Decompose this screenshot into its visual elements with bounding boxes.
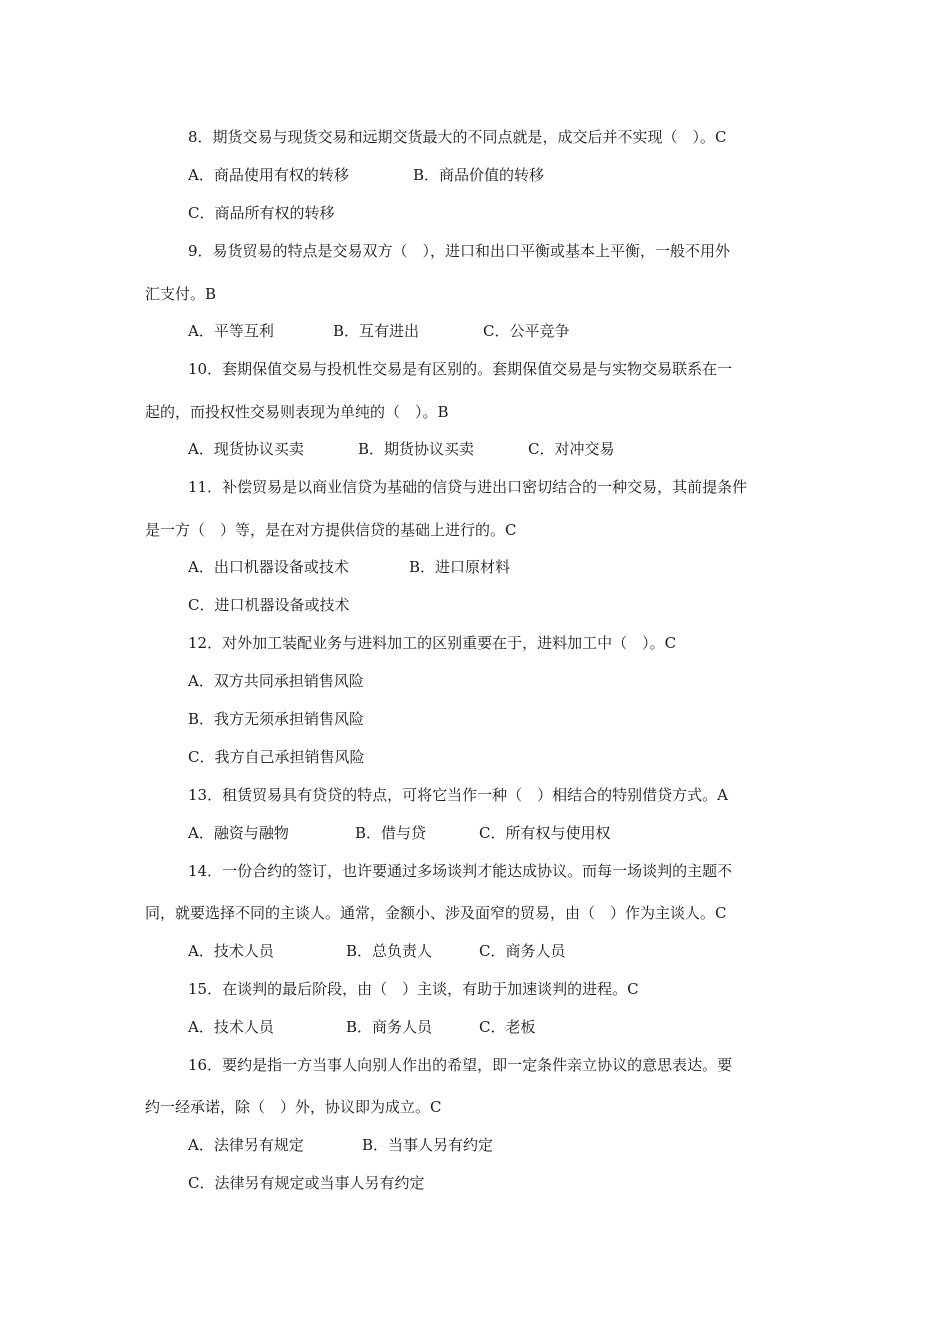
question-16-stem-line-1: 16．要约是指一方当事人向别人作出的希望，即一定条件亲立协议的意思表达。要 [188,1056,733,1074]
question-16-option-c: C．法律另有规定或当事人另有约定 [188,1174,425,1192]
question-16-option-b: B．当事人另有约定 [362,1136,494,1154]
question-11-option-b: B．进口原材料 [409,558,511,576]
question-9-option-b: B．互有进出 [333,322,420,340]
question-13-stem: 13．租赁贸易具有贷贷的特点，可将它当作一种（ ）相结合的特别借贷方式。A [188,786,728,804]
question-12-options-row-1 [188,671,364,691]
question-15-option-a: A．技术人员 [188,1018,274,1036]
question-11-options-row-2 [188,595,350,615]
question-14-option-b: B．总负责人 [346,942,433,960]
question-11-option-a: A．出口机器设备或技术 [188,558,349,576]
question-15-option-c: C．老板 [479,1018,536,1036]
question-12-options-row-2 [188,709,365,729]
question-14-options-row [188,941,566,961]
question-8-option-c: C．商品所有权的转移 [188,204,335,222]
question-13-option-a: A．融资与融物 [188,824,289,842]
question-10-stem-line-2: 起的，而投权性交易则表现为单纯的（ ）。B [145,403,449,421]
question-8-stem: 8．期货交易与现货交易和远期交货最大的不同点就是，成交后并不实现（ ）。C [188,128,727,146]
question-12-stem: 12．对外加工装配业务与进料加工的区别重要在于，进料加工中（ ）。C [188,634,677,652]
question-10-option-b: B．期货协议买卖 [358,440,475,458]
question-8-option-a: A．商品使用有权的转移 [188,166,349,184]
question-10-stem-line-1: 10．套期保值交易与投机性交易是有区别的。套期保值交易是与实物交易联系在一 [188,360,733,378]
question-14-option-c: C．商务人员 [479,942,566,960]
question-9-stem-line-2: 汇支付。B [145,285,217,303]
question-12-option-a: A．双方共同承担销售风险 [188,672,364,690]
question-13-option-b: B．借与贷 [355,824,427,842]
question-8-options-row-1 [188,165,545,185]
question-12-option-b: B．我方无须承担销售风险 [188,710,365,728]
question-8-options-row-2 [188,203,335,223]
question-11-option-c: C．进口机器设备或技术 [188,596,350,614]
question-9-options-row [188,321,570,341]
question-15-option-b: B．商务人员 [346,1018,433,1036]
question-10-options-row [188,439,615,459]
question-11-options-row-1 [188,557,511,577]
question-8-option-b: B．商品价值的转移 [413,166,545,184]
question-12-option-c: C．我方自己承担销售风险 [188,748,365,766]
question-14-stem-line-2: 同，就要选择不同的主谈人。通常，金额小、涉及面窄的贸易，由（ ）作为主谈人。C [145,904,727,922]
question-10-option-a: A．现货协议买卖 [188,440,304,458]
question-16-stem-line-2: 约一经承诺，除（ ）外，协议即为成立。C [145,1098,442,1116]
question-9-option-a: A．平等互利 [188,322,274,340]
question-12-options-row-3 [188,747,365,767]
question-15-options-row [188,1017,536,1037]
question-16-options-row-2 [188,1173,425,1193]
question-16-options-row-1 [188,1135,494,1155]
question-14-stem-line-1: 14．一份合约的签订，也许要通过多场谈判才能达成协议。而每一场谈判的主题不 [188,862,733,880]
question-15-stem: 15．在谈判的最后阶段，由（ ）主谈，有助于加速谈判的进程。C [188,980,639,998]
question-9-stem-line-1: 9．易货贸易的特点是交易双方（ ），进口和出口平衡或基本上平衡，一般不用外 [188,242,731,260]
question-10-option-c: C．对冲交易 [528,440,615,458]
question-11-stem-line-2: 是一方（ ）等，是在对方提供信贷的基础上进行的。C [145,521,517,539]
question-13-options-row [188,823,611,843]
question-14-option-a: A．技术人员 [188,942,274,960]
question-11-stem-line-1: 11．补偿贸易是以商业信贷为基础的信贷与进出口密切结合的一种交易，其前提条件 [188,478,748,496]
question-13-option-c: C．所有权与使用权 [479,824,611,842]
question-16-option-a: A．法律另有规定 [188,1136,304,1154]
question-9-option-c: C．公平竞争 [483,322,570,340]
